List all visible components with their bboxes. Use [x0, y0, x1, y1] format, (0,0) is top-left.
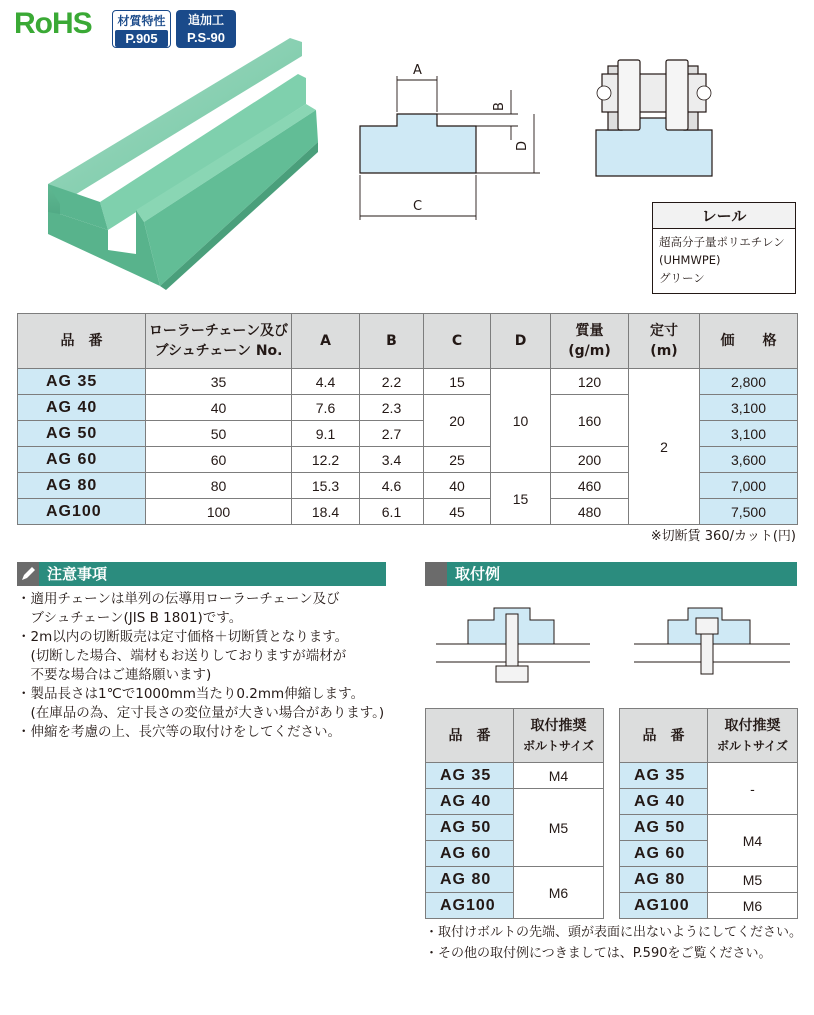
rohs-logo: RoHS: [14, 7, 92, 40]
col-a: A: [292, 314, 360, 369]
part-no-cell: AG 60: [18, 447, 146, 473]
caution-title: 注意事項: [47, 565, 108, 583]
rail-material-code: (UHMWPE): [659, 253, 721, 267]
part-no-cell: AG 35: [620, 763, 708, 789]
price-cell: 7,000: [700, 473, 798, 499]
mass-cell: 160: [551, 395, 629, 447]
bolt-cell: M4: [514, 763, 604, 789]
part-no-cell: AG 60: [426, 841, 514, 867]
col-length: [629, 314, 700, 369]
rail-heading: レール: [653, 203, 795, 229]
caution-list: [17, 590, 407, 742]
chain-cell: 50: [146, 421, 292, 447]
bolt-cell: M6: [514, 867, 604, 919]
chain-cell: 40: [146, 395, 292, 421]
mounting-header: [425, 562, 797, 586]
dim-a-label: A: [413, 63, 422, 78]
a-cell: 18.4: [292, 499, 360, 525]
price-cell: 3,100: [700, 421, 798, 447]
caution-line: ・伸縮を考慮の上、長穴等の取付けをしてください。: [17, 724, 341, 740]
table-row: [620, 893, 798, 919]
bolt-cell: M5: [514, 789, 604, 867]
rail-material: 超高分子量ポリエチレン: [659, 235, 785, 249]
pen-icon: [17, 562, 39, 586]
table-row: [426, 763, 604, 789]
bolt-cell: -: [708, 763, 798, 815]
chain-cell: 80: [146, 473, 292, 499]
caution-line: ・適用チェーンは単列の伝導用ローラーチェーン及び: [17, 591, 340, 607]
section-marker-icon: [425, 562, 447, 586]
table-row: [426, 867, 604, 893]
part-no-cell: AG 80: [18, 473, 146, 499]
part-no-cell: AG100: [620, 893, 708, 919]
part-no-cell: AG 40: [426, 789, 514, 815]
col-length-l1: 定寸: [650, 323, 678, 339]
cutting-fee-note: ※切断賃 360/カット(円): [650, 529, 796, 544]
caution-line: ・2m以内の切断販売は定寸価格＋切断賃となります。: [17, 629, 349, 645]
part-no-cell: AG100: [18, 499, 146, 525]
col-part-no: 品 番: [620, 709, 708, 763]
badge-material-label: 材質特性: [117, 14, 166, 28]
c-cell: 20: [424, 395, 491, 447]
part-no-cell: AG 50: [426, 815, 514, 841]
part-no-cell: AG 35: [426, 763, 514, 789]
badge-material-page: P.905: [115, 30, 168, 47]
mounting-title: 取付例: [455, 565, 501, 583]
part-no-cell: AG 40: [18, 395, 146, 421]
chain-cell: 60: [146, 447, 292, 473]
a-cell: 12.2: [292, 447, 360, 473]
caution-line: 不要な場合はご連絡願います): [17, 667, 212, 683]
col-bolt-l2: ボルトサイズ: [716, 738, 789, 753]
col-bolt-size: [708, 709, 798, 763]
d-cell: 10: [491, 369, 551, 473]
part-no-cell: AG 40: [620, 789, 708, 815]
rail-color: グリーン: [659, 271, 705, 285]
mounting-diagram: [430, 596, 800, 696]
c-cell: 25: [424, 447, 491, 473]
part-no-cell: AG100: [426, 893, 514, 919]
c-cell: 15: [424, 369, 491, 395]
part-no-cell: AG 80: [620, 867, 708, 893]
spec-table-header: [18, 314, 798, 369]
price-cell: 7,500: [700, 499, 798, 525]
a-cell: 9.1: [292, 421, 360, 447]
caution-line: ・製品長さは1℃で1000mm当たり0.2mm伸縮します。: [17, 686, 365, 702]
part-no-cell: AG 80: [426, 867, 514, 893]
col-chain-no-l1: ローラーチェーン及び: [148, 323, 289, 339]
part-no-cell: AG 50: [620, 815, 708, 841]
mounting-notes: [425, 922, 802, 964]
part-no-cell: AG 50: [18, 421, 146, 447]
caution-header: [17, 562, 386, 586]
dim-c-label: C: [413, 199, 423, 214]
caution-line: (在庫品の為、定寸長さの変位量が大きい場合があります。): [17, 705, 385, 721]
rail-info-box: [652, 202, 796, 294]
table-row: [620, 867, 798, 893]
mounting-note: ・取付けボルトの先端、頭が表面に出ないようにしてください。: [425, 925, 803, 940]
col-chain-no-l2: ブシュチェーン No.: [154, 343, 283, 359]
bolt-cell: M6: [708, 893, 798, 919]
mass-cell: 480: [551, 499, 629, 525]
badge-process-label: 追加工: [187, 13, 224, 27]
bolt-table-bottom-mount: [425, 708, 604, 919]
b-cell: 6.1: [360, 499, 424, 525]
dimension-diagram: [340, 56, 720, 226]
col-chain-no: [146, 314, 292, 369]
rail-product-image: [40, 34, 320, 290]
mass-cell: 120: [551, 369, 629, 395]
b-cell: 2.7: [360, 421, 424, 447]
table-row: [620, 763, 798, 789]
caution-line: (切断した場合、端材もお送りしておりますが端材が: [17, 648, 347, 664]
part-no-cell: AG 60: [620, 841, 708, 867]
col-bolt-l2: ボルトサイズ: [522, 738, 595, 753]
col-length-l2: (m): [650, 343, 678, 359]
col-bolt-l1: 取付推奨: [530, 717, 587, 734]
col-mass-l2: (g/m): [568, 343, 611, 359]
col-part-no: 品 番: [426, 709, 514, 763]
price-cell: 2,800: [700, 369, 798, 395]
caution-line: ブシュチェーン(JIS B 1801)です。: [17, 610, 243, 626]
length-cell: 2: [629, 369, 700, 525]
a-cell: 4.4: [292, 369, 360, 395]
bolt-table-top-mount: [619, 708, 798, 919]
b-cell: 2.2: [360, 369, 424, 395]
badge-process-page: P.S-90: [186, 30, 226, 45]
chain-cell: 100: [146, 499, 292, 525]
c-cell: 45: [424, 499, 491, 525]
bolt-cell: M4: [708, 815, 798, 867]
col-bolt-size: [514, 709, 604, 763]
col-c: C: [424, 314, 491, 369]
col-part-no: 品 番: [18, 314, 146, 369]
mass-cell: 460: [551, 473, 629, 499]
price-cell: 3,100: [700, 395, 798, 421]
b-cell: 2.3: [360, 395, 424, 421]
b-cell: 3.4: [360, 447, 424, 473]
col-b: B: [360, 314, 424, 369]
d-cell: 15: [491, 473, 551, 525]
col-mass-l1: 質量: [575, 323, 604, 339]
c-cell: 40: [424, 473, 491, 499]
bolt-cell: M5: [708, 867, 798, 893]
price-cell: 3,600: [700, 447, 798, 473]
spec-table: [17, 313, 798, 525]
table-row: [18, 369, 798, 395]
col-bolt-l1: 取付推奨: [724, 717, 781, 734]
col-price: 価 格: [700, 314, 798, 369]
mounting-note: ・その他の取付例につきましては、P.590をご覧ください。: [425, 946, 772, 961]
a-cell: 15.3: [292, 473, 360, 499]
table-row: [426, 789, 604, 815]
col-d: D: [491, 314, 551, 369]
b-cell: 4.6: [360, 473, 424, 499]
mass-cell: 200: [551, 447, 629, 473]
a-cell: 7.6: [292, 395, 360, 421]
dim-b-label: B: [492, 102, 507, 111]
chain-cell: 35: [146, 369, 292, 395]
table-row: [620, 815, 798, 841]
col-mass: [551, 314, 629, 369]
part-no-cell: AG 35: [18, 369, 146, 395]
dim-d-label: D: [515, 140, 530, 151]
